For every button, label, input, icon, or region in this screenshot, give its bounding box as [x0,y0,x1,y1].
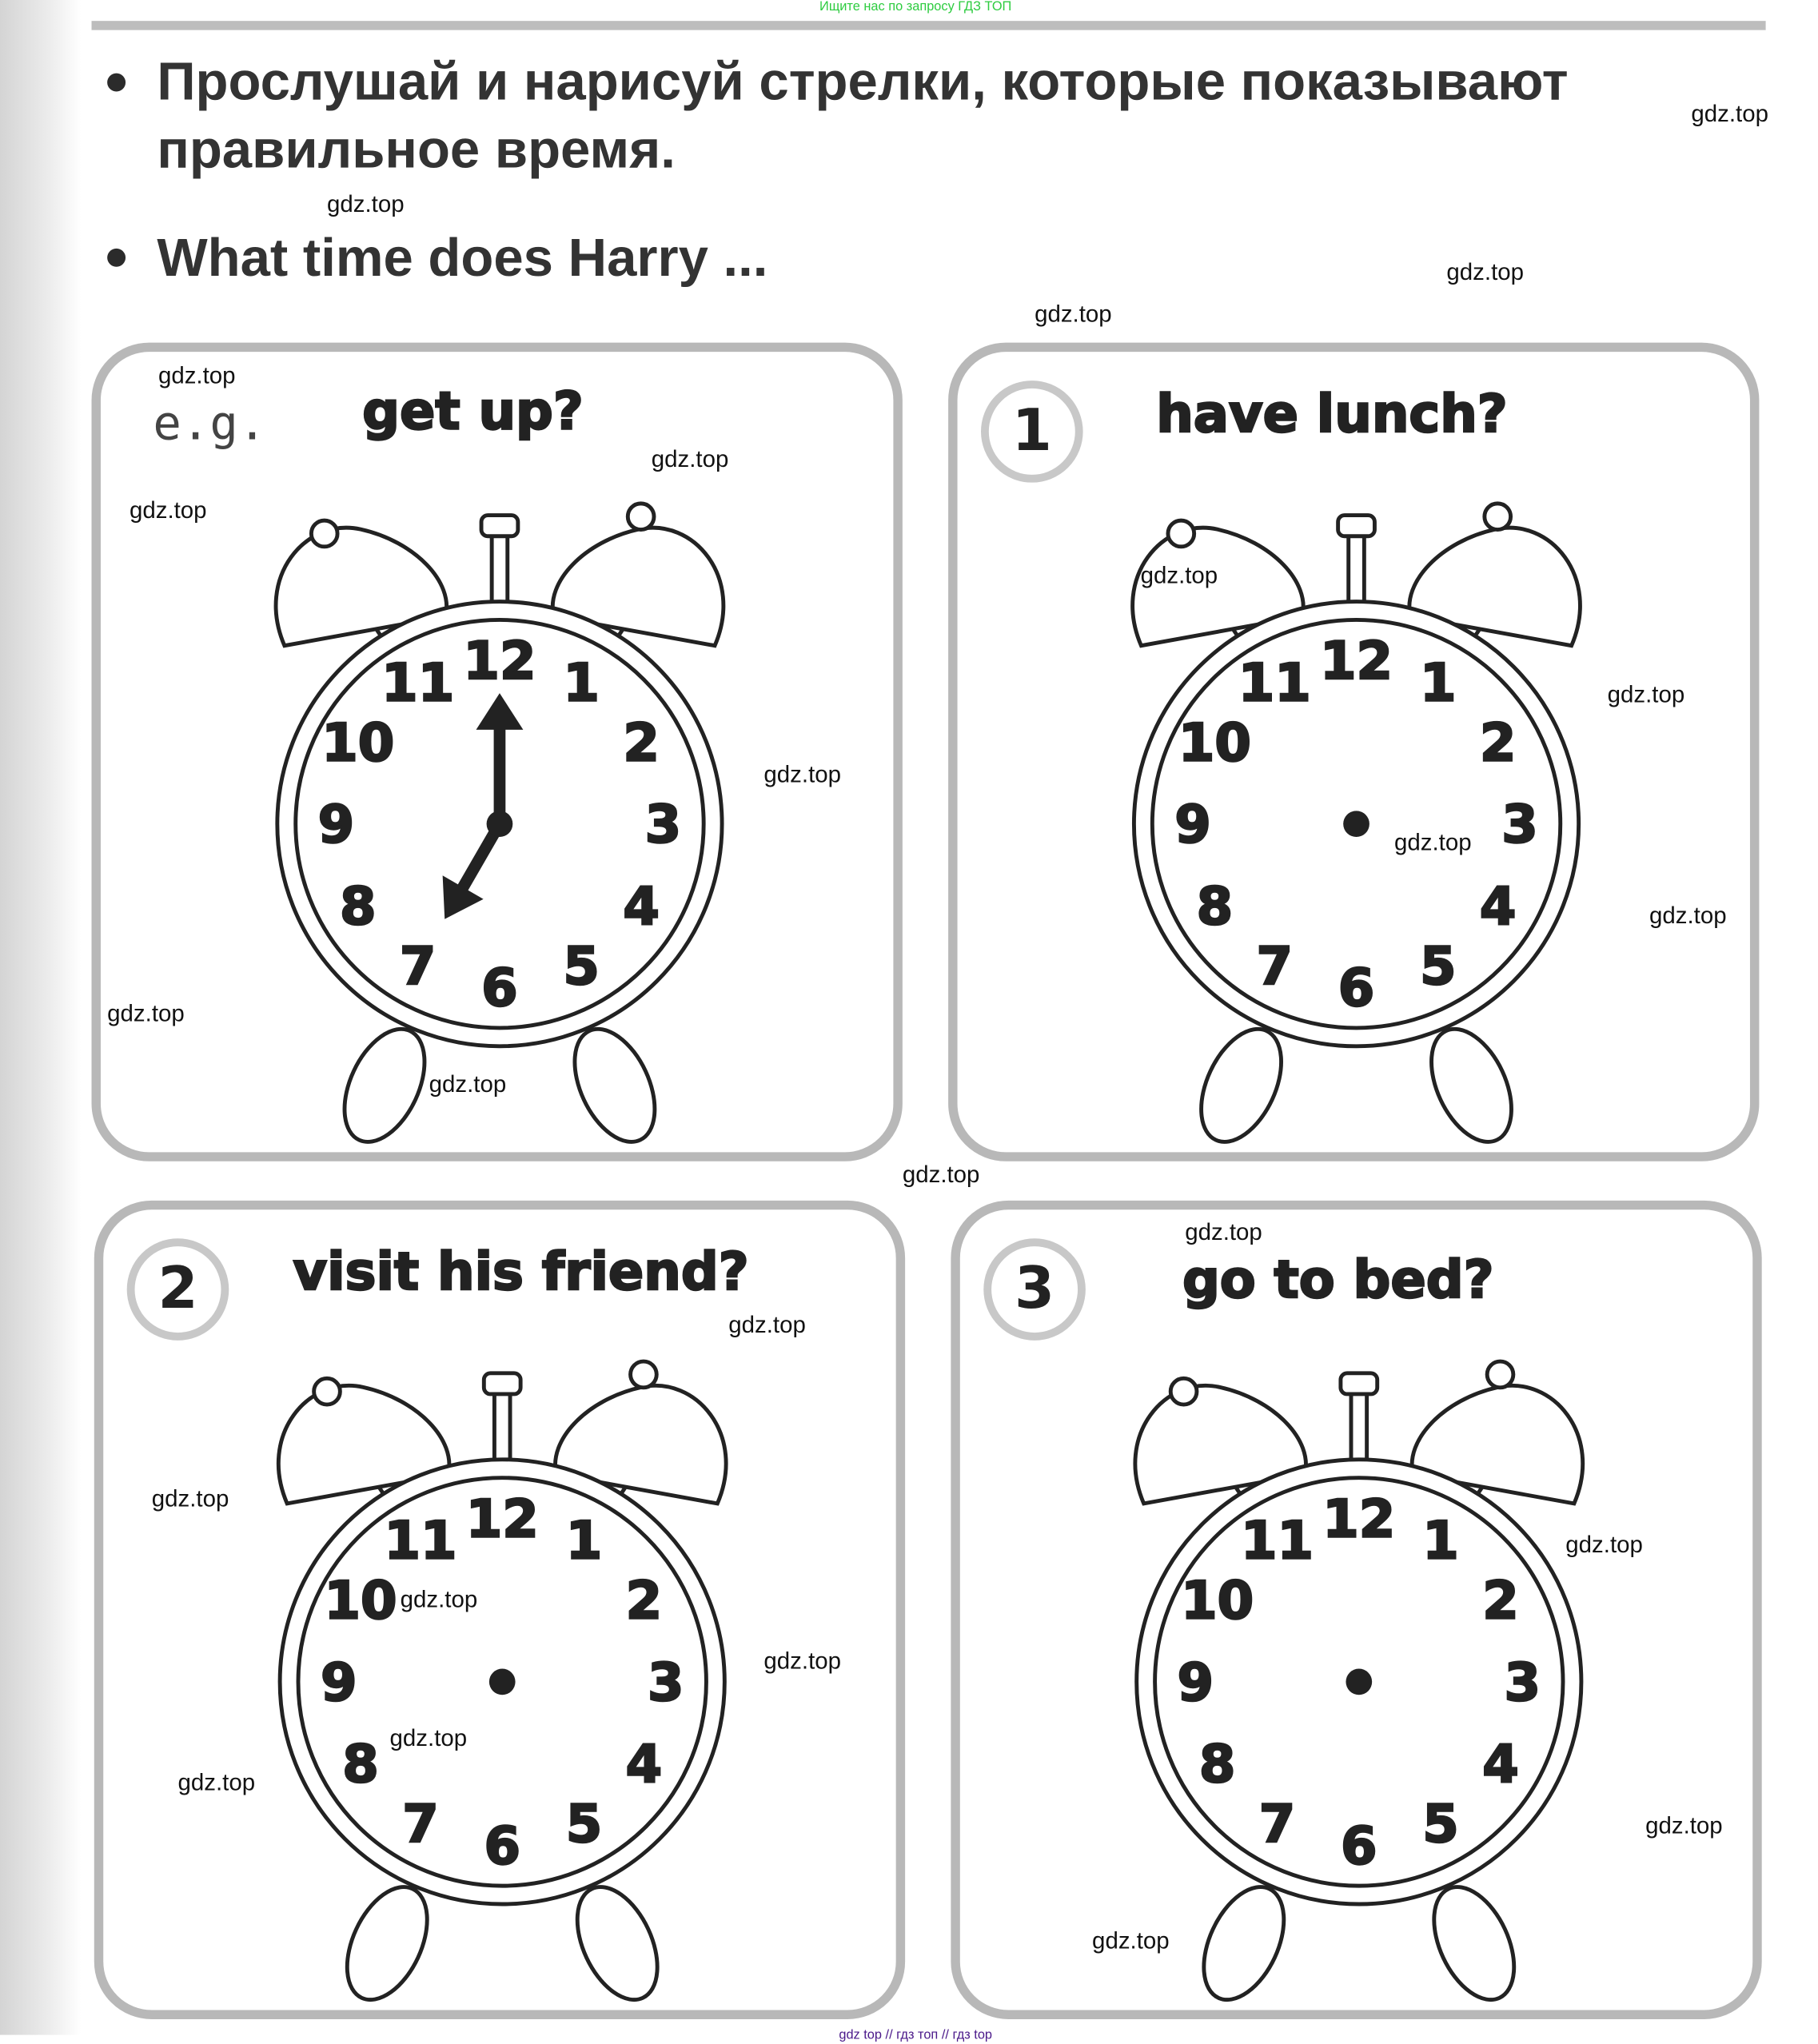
clock-card-1 [948,343,1759,1161]
top-divider [92,21,1766,30]
clock-card-3 [951,1201,1761,2019]
example-label: e.g. [153,397,267,452]
watermark: gdz.top [763,1648,842,1675]
right-bell-knob [1485,504,1511,530]
clock-number-9: 9 [317,794,355,855]
watermark: gdz.top [1140,562,1218,589]
card-title: get up? [362,381,584,442]
watermark: gdz.top [429,1070,507,1098]
clock-drawing [268,1361,736,2010]
clock-number-7: 7 [1258,1793,1296,1855]
watermark: gdz.top [1393,829,1472,855]
clock-number-8: 8 [1196,875,1234,937]
clock-center-pin [487,811,513,837]
bullet-icon [107,74,126,92]
alarm-clock [101,352,893,1152]
watermark: gdz.top [1092,1927,1170,1954]
clock-card-example [92,343,903,1161]
clock-number-10: 10 [321,712,395,774]
clock-number-5: 5 [1422,1793,1459,1855]
card-number: 3 [983,1238,1086,1341]
clock-number-7: 7 [402,1793,439,1855]
clock-number-6: 6 [481,958,518,1019]
clock-number-3: 3 [644,794,682,855]
clock-number-6: 6 [1341,1815,1377,1877]
clock-stem-cap [1341,1373,1377,1394]
clock-number-7: 7 [399,935,437,997]
watermark: gdz.top [1446,258,1525,285]
watermark: gdz.top [1565,1531,1643,1558]
clock-number-2: 2 [625,1570,663,1632]
clock-number-10: 10 [324,1570,397,1632]
right-bell-knob [628,504,654,530]
minute-hand-shaft [494,724,506,823]
clock-number-3: 3 [647,1652,684,1713]
watermark: gdz.top [1607,681,1685,708]
watermark: gdz.top [151,1485,229,1512]
clock-number-2: 2 [1482,1570,1519,1632]
watermark: gdz.top [651,445,729,472]
watermark: gdz.top [1035,301,1112,327]
clock-center-dot [1346,1669,1372,1695]
right-bell-knob [1487,1361,1513,1388]
bullet-icon [107,249,126,267]
clock-number-4: 4 [625,1734,663,1795]
clock-number-8: 8 [1198,1734,1236,1795]
clock-number-4: 4 [623,875,660,937]
left-bell-knob [1168,520,1194,547]
left-bell-knob [314,1378,341,1405]
clock-number-9: 9 [1174,794,1211,855]
clock-left-foot [329,1017,441,1153]
alarm-clock[interactable] [960,1209,1752,2010]
clock-number-5: 5 [563,935,600,997]
clock-number-4: 4 [1482,1734,1519,1795]
bottom-banner-note: gdz top // гдз топ // гдз top [839,2028,993,2043]
top-banner-note: Ищите нас по запросу ГДЗ ТОП [819,0,1012,14]
clock-number-3: 3 [1504,1652,1541,1713]
clock-number-5: 5 [565,1793,603,1855]
clock-number-7: 7 [1256,935,1294,997]
clock-left-foot [331,1875,444,2010]
clock-number-9: 9 [320,1652,357,1713]
clock-number-10: 10 [1181,1570,1254,1632]
clock-number-9: 9 [1177,1652,1214,1713]
watermark: gdz.top [1645,1812,1723,1839]
page-edge-shadow [0,0,81,2035]
watermark: gdz.top [1649,902,1727,929]
watermark: gdz.top [129,496,207,524]
clock-number-2: 2 [623,712,660,774]
card-number: 1 [981,381,1083,483]
watermark: gdz.top [400,1586,478,1613]
watermark: gdz.top [902,1161,980,1188]
watermark: gdz.top [177,1769,256,1796]
clock-stem-cap [1338,516,1375,536]
clock-number-6: 6 [1338,958,1375,1019]
clock-number-3: 3 [1501,794,1538,855]
clock-number-6: 6 [484,1815,520,1877]
clock-number-2: 2 [1479,712,1517,774]
instruction-ru-line1: Прослушай и нарисуй стрелки, которые показывают [157,50,1569,112]
watermark: gdz.top [728,1311,806,1338]
clock-right-foot [1415,1017,1528,1153]
clock-left-foot [1187,1875,1300,2010]
watermark: gdz.top [107,1000,185,1027]
clock-number-11: 11 [1241,1510,1314,1572]
clock-number-11: 11 [384,1510,457,1572]
clock-number-12: 12 [1319,631,1393,692]
clock-number-5: 5 [1420,935,1457,997]
clock-number-12: 12 [463,631,536,692]
left-bell-knob [311,520,337,547]
watermark: gdz.top [1691,100,1768,127]
clock-number-8: 8 [339,875,377,937]
clock-number-12: 12 [465,1488,539,1550]
clock-stem-cap [484,1373,520,1394]
watermark: gdz.top [389,1724,468,1751]
watermark: gdz.top [1185,1218,1262,1245]
clock-left-foot [1185,1017,1298,1153]
clock-right-foot [561,1875,674,2010]
card-title: go to bed? [1182,1250,1494,1311]
right-bell-knob [631,1361,657,1388]
clock-stem-cap [481,516,518,536]
watermark: gdz.top [157,362,236,388]
clock-drawing [265,504,734,1152]
clock-center-dot [1343,811,1369,837]
clock-number-1: 1 [1420,652,1457,714]
clock-drawing [1122,504,1591,1152]
clock-drawing [1125,1361,1593,2010]
clock-right-foot [1417,1875,1530,2010]
clock-number-1: 1 [1422,1510,1459,1572]
clock-number-12: 12 [1322,1488,1396,1550]
clock-number-11: 11 [1238,652,1311,714]
clock-center-dot [489,1669,516,1695]
clock-number-10: 10 [1178,712,1251,774]
instruction-ru-line2: правильное время. [157,118,676,180]
clock-number-4: 4 [1479,875,1517,937]
clock-number-1: 1 [563,652,600,714]
left-bell-knob [1170,1378,1197,1405]
instruction-en: What time does Harry ... [157,227,768,288]
alarm-clock[interactable] [958,352,1750,1152]
clock-number-11: 11 [381,652,455,714]
card-title: have lunch? [1156,384,1508,445]
card-title: visit his friend? [293,1242,749,1303]
clock-right-foot [559,1017,672,1153]
clock-number-1: 1 [565,1510,603,1572]
watermark: gdz.top [327,190,405,217]
watermark: gdz.top [763,761,842,787]
clock-number-8: 8 [342,1734,379,1795]
card-number: 2 [127,1238,229,1341]
